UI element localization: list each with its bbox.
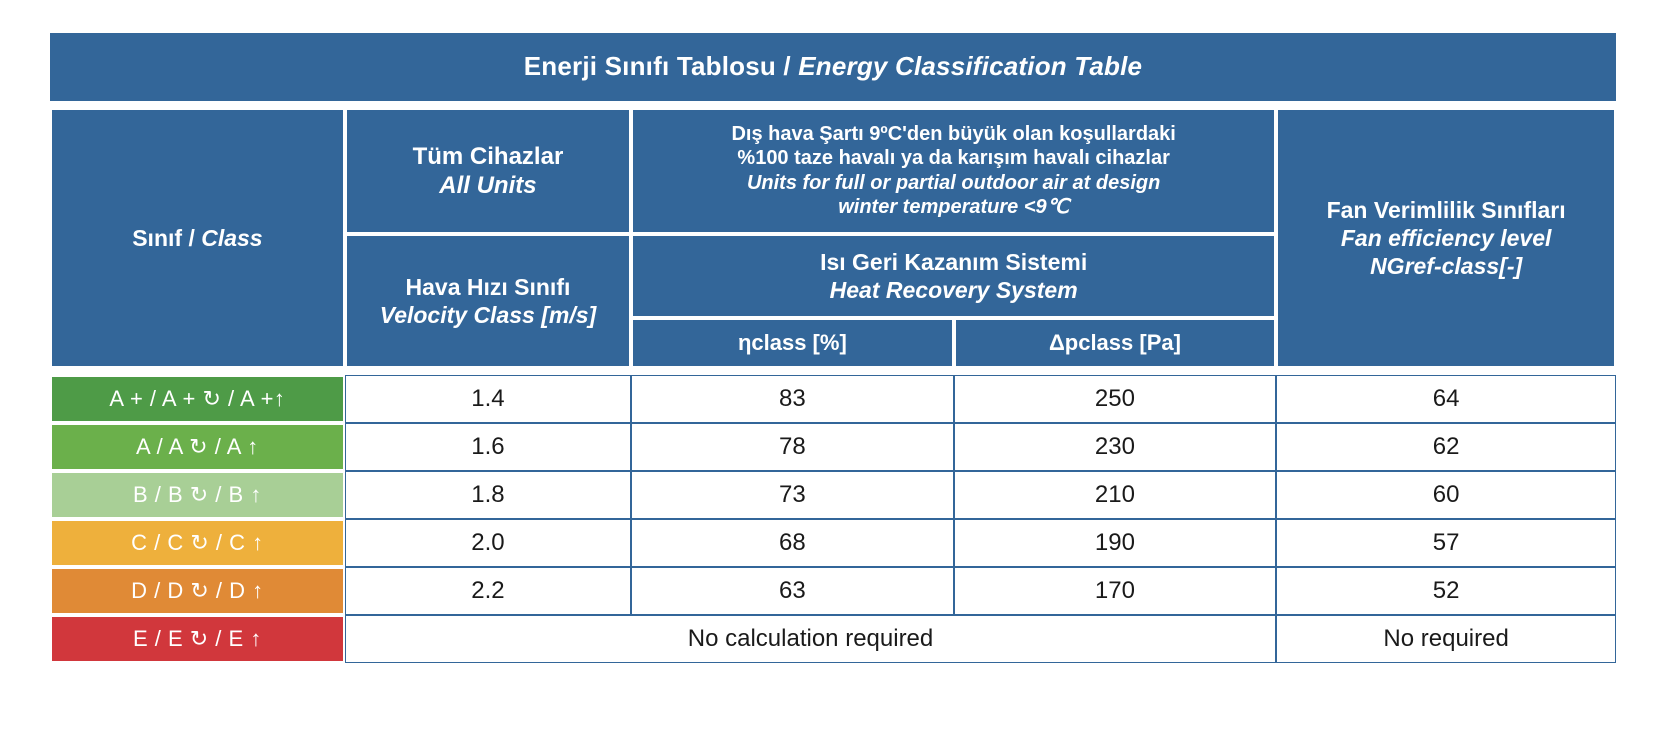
header-all-units [345,108,631,234]
header-class-tr: Sınıf / [132,225,202,252]
no-calculation-required-cell: No calculation required [345,615,1276,663]
header-spacer [50,368,1616,375]
fan-value-aplus: 64 [1276,375,1616,423]
header-fan-efficiency [1276,108,1616,368]
eta-value-c: 68 [631,519,954,567]
table-row [50,375,1616,423]
header-fan-tr: Fan Verimlilik Sınıfları [1326,197,1566,224]
table-row [50,423,1616,471]
velocity-value-d: 2.2 [345,567,631,615]
dp-value-b: 210 [954,471,1277,519]
header-class-en: Class [201,225,263,252]
velocity-value-a: 1.6 [345,423,631,471]
title-spacer-row [50,101,1616,108]
dp-value-c: 190 [954,519,1277,567]
eta-value-d: 63 [631,567,954,615]
dp-value-aplus: 250 [954,375,1277,423]
header-heat-recovery-en: Heat Recovery System [829,276,1078,303]
fan-value-c: 57 [1276,519,1616,567]
header-outdoor-conditions [631,108,1276,234]
header-heat-recovery-tr: Isı Geri Kazanım Sistemi [820,248,1088,275]
header-outdoor-en-line2: winter temperature <9℃ [838,196,1070,219]
class-badge-c: C / C ↻ / C ↑ [50,519,345,567]
table-title [50,33,1616,101]
eta-value-aplus: 83 [631,375,954,423]
class-badge-d: D / D ↻ / D ↑ [50,567,345,615]
fan-value-b: 60 [1276,471,1616,519]
table-row [50,471,1616,519]
title-spacer [50,101,1616,108]
velocity-value-c: 2.0 [345,519,631,567]
table-title-en: Energy Classification Table [798,51,1143,81]
fan-value-d: 52 [1276,567,1616,615]
header-outdoor-en-line1: Units for full or partial outdoor air at design [746,171,1161,194]
header-velocity-class [345,234,631,369]
header-all-units-en: All Units [439,171,537,199]
header-dp-class: Δpclass [Pa] [954,318,1277,369]
header-heat-recovery [631,234,1276,318]
class-badge-aplus: A + / A + ↻ / A +↑ [50,375,345,423]
header-class-column [50,108,345,368]
energy-classification-table [50,33,1616,663]
table-row [50,615,1616,663]
header-fan-en-line1: Fan efficiency level [1340,225,1552,252]
fan-value-e: No required [1276,615,1616,663]
dp-value-d: 170 [954,567,1277,615]
header-outdoor-tr-line2: %100 taze havalı ya da karışım havalı cihazlar [737,147,1170,170]
header-spacer-row [50,368,1616,375]
header-all-units-tr: Tüm Cihazlar [412,142,564,170]
header-row-1 [50,108,1616,234]
velocity-value-b: 1.8 [345,471,631,519]
class-badge-e: E / E ↻ / E ↑ [50,615,345,663]
header-outdoor-tr-line1: Dış hava Şartı 9ºC'den büyük olan koşullardaki [731,123,1176,145]
table-row [50,519,1616,567]
table-title-tr: Enerji Sınıfı Tablosu / [523,51,799,81]
table-container [50,33,1616,663]
header-velocity-en: Velocity Class [m/s] [379,302,597,329]
table-row [50,567,1616,615]
eta-value-b: 73 [631,471,954,519]
eta-value-a: 78 [631,423,954,471]
class-badge-b: B / B ↻ / B ↑ [50,471,345,519]
header-eta-class: ηclass [%] [631,318,954,369]
header-velocity-tr: Hava Hızı Sınıfı [405,273,571,300]
velocity-value-aplus: 1.4 [345,375,631,423]
dp-value-a: 230 [954,423,1277,471]
fan-value-a: 62 [1276,423,1616,471]
header-fan-en-line2: NGref-class[-] [1370,253,1523,280]
class-badge-a: A / A ↻ / A ↑ [50,423,345,471]
table-title-row [50,33,1616,101]
